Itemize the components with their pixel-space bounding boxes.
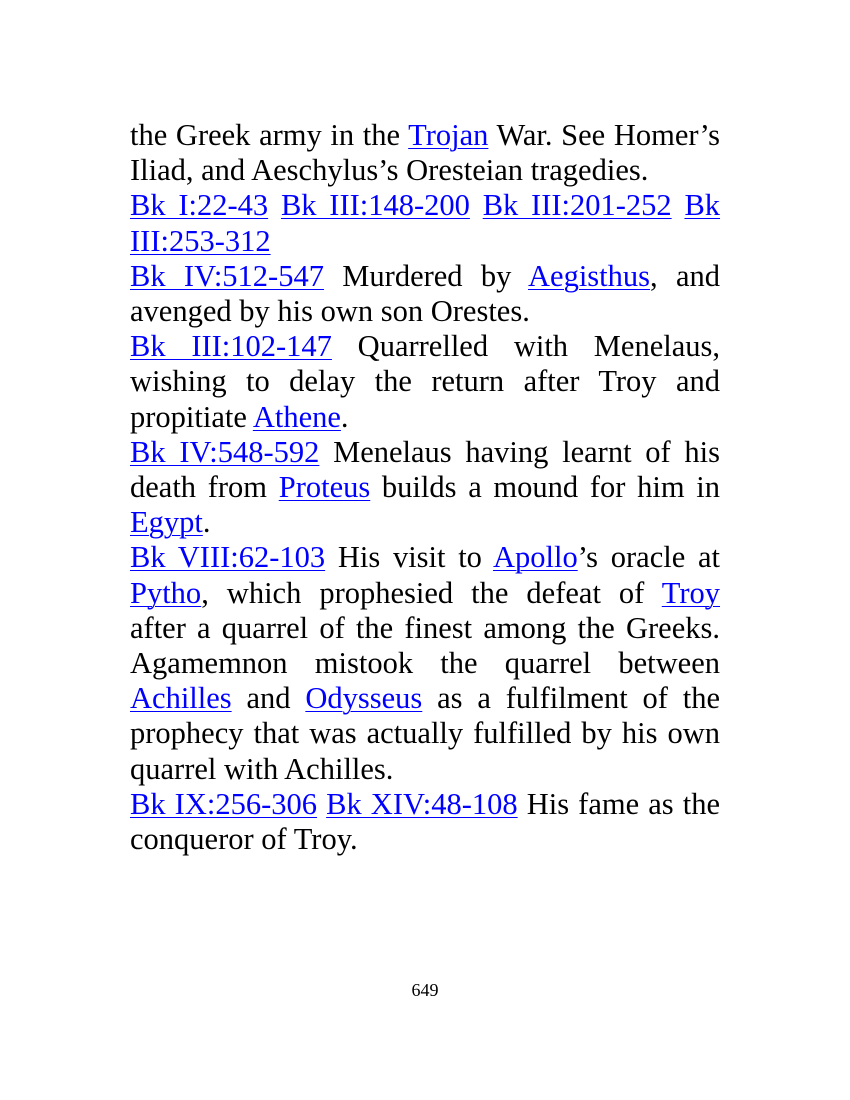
link-bk-iii-201-252[interactable]: Bk III:201-252 xyxy=(482,188,672,223)
text-run: after a quarrel of the finest among the Greeks. Agamemnon mistook the quarrel between xyxy=(130,610,720,681)
link-achilles[interactable]: Achilles xyxy=(130,681,232,716)
text-run: . xyxy=(340,399,349,434)
text-run: His fame as the conqueror of Troy. xyxy=(130,786,720,857)
separator xyxy=(672,188,685,222)
paragraph-intro xyxy=(130,118,720,188)
link-bk-iv-512-547[interactable]: Bk IV:512-547 xyxy=(130,258,324,293)
text-run: Menelaus having learnt of his death from xyxy=(130,434,720,505)
link-bk-viii-62-103[interactable]: Bk VIII:62-103 xyxy=(130,540,326,575)
text-run: ’s oracle at xyxy=(577,540,720,575)
separator xyxy=(268,188,281,222)
text-run: builds a mound for him in xyxy=(370,470,720,505)
link-bk-iii-148-200[interactable]: Bk III:148-200 xyxy=(280,188,470,223)
paragraph-mound xyxy=(130,435,720,541)
text-run: , which prophesied the defeat of xyxy=(201,575,662,610)
entry-text xyxy=(130,118,720,857)
text-run: the Greek army in the xyxy=(130,118,409,152)
separator xyxy=(470,188,483,222)
link-egypt[interactable]: Egypt xyxy=(130,505,203,540)
link-bk-i-22-43[interactable]: Bk I:22-43 xyxy=(130,188,269,223)
text-run: as a fulfilment of the prophecy that was actually fulfilled by his own quarrel with Achilles. xyxy=(130,681,720,786)
paragraph-murder xyxy=(130,259,720,329)
text-run: and xyxy=(231,681,306,716)
text-run: , and avenged by his own son Orestes. xyxy=(130,258,720,329)
text-run: Quarrelled with Menelaus, wishing to delay the return after Troy and propitiate xyxy=(130,329,720,434)
paragraph-fame xyxy=(130,787,720,857)
separator xyxy=(317,787,326,821)
link-trojan[interactable]: Trojan xyxy=(408,118,489,152)
link-athene[interactable]: Athene xyxy=(252,399,341,434)
link-proteus[interactable]: Proteus xyxy=(278,470,371,505)
text-run: Murdered by xyxy=(323,258,528,293)
link-pytho[interactable]: Pytho xyxy=(130,575,202,610)
text-run: His visit to xyxy=(325,540,493,575)
link-bk-iv-548-592[interactable]: Bk IV:548-592 xyxy=(130,434,320,469)
paragraph-oracle xyxy=(130,540,720,786)
paragraph-book-refs xyxy=(130,188,720,258)
link-bk-ix-256-306[interactable]: Bk IX:256-306 xyxy=(130,786,318,821)
link-bk-iii-253-312[interactable]: Bk III:253-312 xyxy=(130,188,721,258)
link-aegisthus[interactable]: Aegisthus xyxy=(528,258,650,293)
text-run: . xyxy=(202,505,211,540)
link-bk-xiv-48-108[interactable]: Bk XIV:48-108 xyxy=(326,786,518,821)
paragraph-quarrel xyxy=(130,329,720,435)
link-odysseus[interactable]: Odysseus xyxy=(305,681,423,716)
text-run: War. See Homer’s Iliad, and Aeschylus’s Oresteian tragedies. xyxy=(130,118,720,188)
link-apollo[interactable]: Apollo xyxy=(492,540,578,575)
link-bk-iii-102-147[interactable]: Bk III:102-147 xyxy=(130,329,332,364)
link-troy[interactable]: Troy xyxy=(661,575,720,610)
page-number: 649 xyxy=(411,980,439,1000)
